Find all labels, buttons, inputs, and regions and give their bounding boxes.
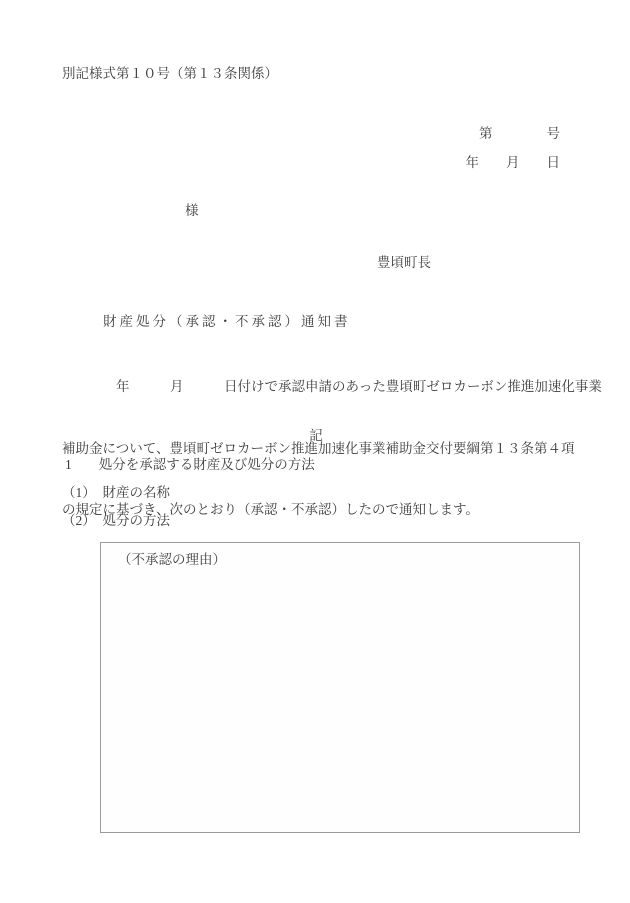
body-line-3: の規定に基づき、次のとおり（承認・不承認）したので通知します。 [62, 502, 479, 518]
sender-title: 豊頃町長 [377, 255, 431, 270]
form-number-label: 別記様式第１０号（第１３条関係） [62, 66, 278, 81]
body-line-1: 年 月 日付けで承認申請のあった豊頃町ゼロカーボン推進加速化事業 [62, 378, 602, 394]
document-title: 財産処分（承認・不承認）通知書 [103, 314, 351, 329]
list-item-1-2: （2） 処分の方法 [62, 513, 170, 528]
addressee-suffix: 様 [185, 203, 199, 218]
body-line-2: 補助金について、豊頃町ゼロカーボン推進加速化事業補助金交付要綱第１３条第４項 [62, 440, 575, 456]
list-item-1: 1 処分を承認する財産及び処分の方法 [65, 457, 315, 472]
date-line: 年 月 日 [465, 155, 560, 170]
document-number-line: 第 号 [479, 126, 560, 141]
list-item-1-1: （1） 財産の名称 [62, 485, 170, 500]
disapproval-reason-label: （不承認の理由） [118, 552, 226, 567]
ki-heading: 記 [309, 428, 323, 443]
disapproval-reason-box [100, 542, 580, 833]
